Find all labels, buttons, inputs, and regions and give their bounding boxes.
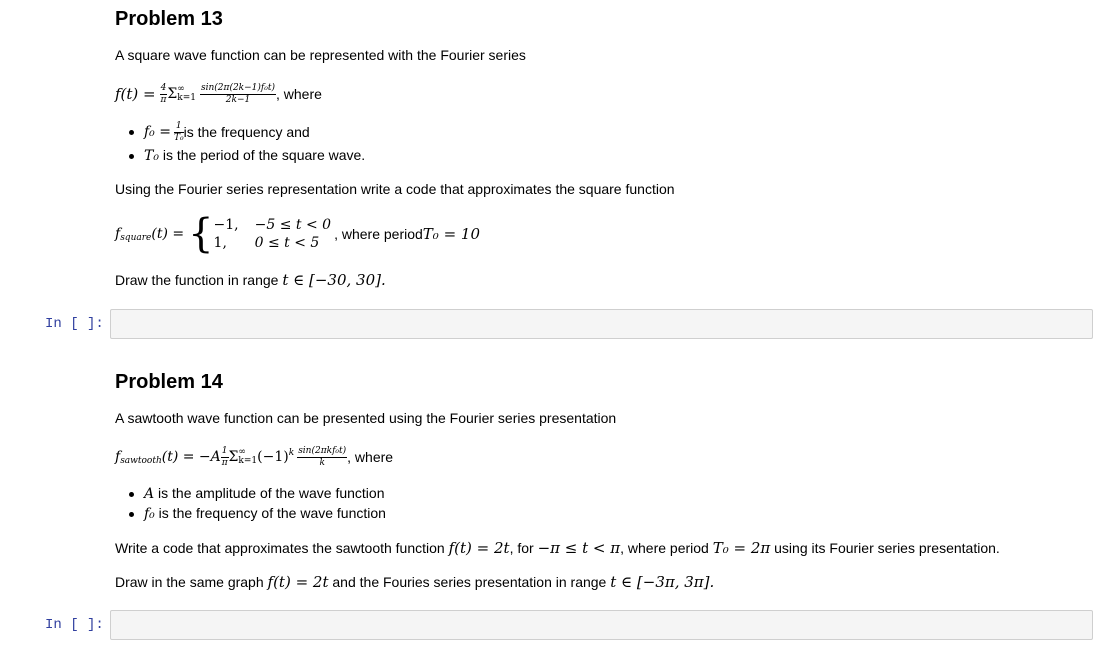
cell-2-prompt: In [ ]:: [45, 617, 104, 633]
cell-1-prompt: In [ ]:: [45, 316, 104, 332]
bullet-dot-icon: [129, 492, 134, 497]
bullet-dot-icon: [129, 154, 134, 159]
problem-13-range: Draw the function in range t ∈ [−30, 30].: [115, 271, 386, 289]
problem-13-title: Problem 13: [115, 8, 223, 30]
problem-14-task: Write a code that approximates the sawtooth function f(t) = 2t, for −π ≤ t < π, where period T₀ = 2π using its Fourier series presentation.: [115, 539, 1000, 557]
bullet-dot-icon: [129, 512, 134, 517]
bullet-amplitude: A is the amplitude of the wave function: [129, 485, 384, 502]
problem-13-task: Using the Fourier series representation write a code that approximates the square function: [115, 181, 675, 197]
square-function-definition: f square (t) = { −1, −5 ≤ t < 0 1, 0 ≤ t < 5 , where period T₀ = 10: [115, 211, 481, 257]
sawtooth-fourier-equation: f sawtooth (t) = −A $\frac{1}{\pi}$ Σ ∞ k=1 (−1) k $\frac{\text{sin(2πkf₀t)}}{k}$ , where: [115, 445, 394, 468]
problem-14-draw: Draw in the same graph f(t) = 2t and the Fouries series presentation in range t ∈ [−3π, 3π].: [115, 573, 715, 591]
code-cell-1[interactable]: [110, 309, 1093, 339]
bullet-frequency-sawtooth: f₀ is the frequency of the wave function: [129, 505, 386, 522]
problem-13-intro: A square wave function can be represented with the Fourier series: [115, 47, 526, 63]
problem-14-title: Problem 14: [115, 371, 223, 393]
square-wave-fourier-equation: f(t) = $\frac{4}{\pi}$ Σ ∞ k=1 $\frac{\text{sin(2π(2k−1)f₀t)}}{2k-1}$ , where: [115, 82, 322, 105]
problem-14-intro: A sawtooth wave function can be presented using the Fourier series presentation: [115, 410, 617, 426]
code-cell-2[interactable]: [110, 610, 1093, 640]
bullet-frequency: f₀ = $\frac{1}{\text{T₀}}$ is the frequency and: [129, 123, 310, 141]
bullet-dot-icon: [129, 130, 134, 135]
bullet-period: T₀ is the period of the square wave.: [129, 147, 365, 164]
